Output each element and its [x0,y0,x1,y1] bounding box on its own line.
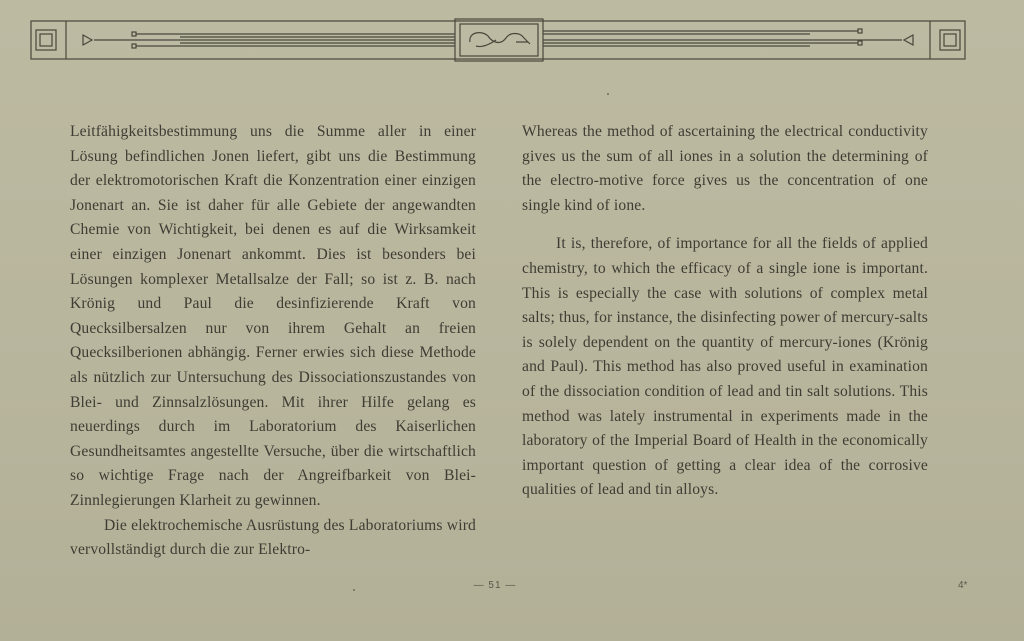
header-ornament-icon [30,18,966,62]
english-paragraph: It is, therefore, of importance for all the fields of applied chemistry, to which the efficacy of a single ione is important. This is especially the case with solutions of complex metal salts; thus, for instance, the disinfecting power of mercury-salts is solely dependent on the quantity of mercury-iones (Krönig and Paul). This method has also proved useful in examination of the dissociation condition of lead and tin salt solutions. This method was lately instrumental in experiments made in the laboratory of the Imperial Board of Health in the economically important question of getting a clear idea of the corrosive qualities of lead and tin alloys. [522,235,928,499]
german-paragraph: Leitfähigkeitsbestimmung uns die Summe aller in einer Lösung befindlichen Jonen liefert, gibt uns die Bestimmung der elektromotorischen Kraft die Konzentration einer einzigen Jonenart an. Sie ist daher für alle Gebiete der angewandten Chemie von Wichtigkeit, bei denen es auf die Wirksamkeit einer einzigen Jonenart ankommt. Dies ist besonders bei Lösungen komplexer Metallsalze der Fall; so ist z. B. nach Krönig und Paul die desinfizierende Kraft von Quecksilbersalzen nur von ihrem Gehalt an freien Quecksilberionen abhängig. Ferner erwies sich diese Methode als nützlich zur Untersuchung des Dissociationszustandes von Blei- und Zinnsalzlösungen. Mit ihrer Hilfe gelang es neuerdings durch im Laboratorium des Kaiserlichen Gesundheitsamtes angestellte Versuche, über die wirtschaftlich so wichtige Frage nach der Angreifbarkeit von Blei-Zinnlegierungen Klarheit zu gewinnen. [70,123,476,509]
paper-speck [607,93,609,95]
page-number: — 51 — [473,580,517,591]
german-paragraph: Die elektrochemische Ausrüstung des Laboratoriums wird vervollständigt durch die zur Elektro- [70,516,476,559]
paper-speck [353,589,355,591]
signature-mark: 4* [958,580,968,591]
german-text-column [70,120,476,563]
english-paragraph: Whereas the method of ascertaining the electrical conductivity gives us the sum of all iones in a solution the determining of the electro-motive force gives us the concentration of one single kind of ione. [522,123,928,214]
english-text-column [522,120,928,503]
